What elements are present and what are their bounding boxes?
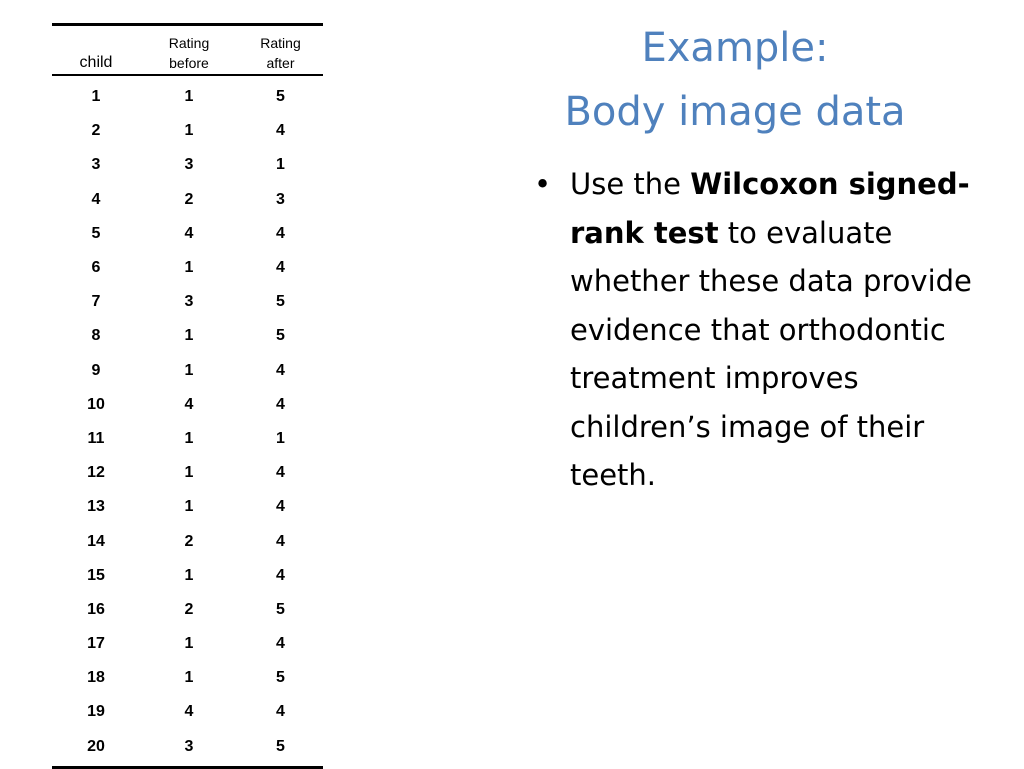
cell-child: 5 xyxy=(91,224,101,242)
table-row xyxy=(52,217,323,251)
bullet-text-lead: Use the xyxy=(570,167,691,201)
table-row xyxy=(52,730,323,764)
title-line-2: Body image data xyxy=(564,89,906,135)
bullet-marker: • xyxy=(534,167,552,201)
cell-rating-after: 4 xyxy=(276,498,285,516)
table-header xyxy=(52,26,323,76)
cell-child: 4 xyxy=(91,190,101,208)
cell-rating-before: 1 xyxy=(184,669,194,687)
cell-child: 19 xyxy=(87,703,105,721)
cell-child: 1 xyxy=(91,88,101,106)
table-body xyxy=(52,76,323,766)
cell-rating-before: 3 xyxy=(184,293,194,311)
table-row xyxy=(52,285,323,319)
cell-rating-after: 4 xyxy=(276,224,285,242)
header-child: child xyxy=(79,54,113,71)
cell-rating-after: 5 xyxy=(276,669,285,687)
header-rating-after xyxy=(238,26,323,74)
cell-rating-after: 1 xyxy=(276,429,285,447)
header-rating-before-line2: before xyxy=(169,55,209,71)
cell-child: 2 xyxy=(91,122,101,140)
cell-child: 10 xyxy=(87,395,105,413)
cell-rating-after: 4 xyxy=(276,532,285,550)
cell-rating-after: 5 xyxy=(276,737,285,755)
cell-child: 8 xyxy=(91,327,101,345)
cell-child: 14 xyxy=(87,532,105,550)
cell-child: 16 xyxy=(87,600,105,618)
table-row xyxy=(52,593,323,627)
cell-rating-after: 5 xyxy=(276,600,285,618)
table-row xyxy=(52,695,323,729)
cell-rating-before: 1 xyxy=(184,259,194,277)
cell-child: 9 xyxy=(91,361,101,379)
header-rating-after-line1: Rating xyxy=(260,35,301,51)
cell-child: 13 xyxy=(87,498,105,516)
cell-rating-before: 4 xyxy=(184,703,194,721)
cell-rating-before: 1 xyxy=(184,635,194,653)
table-row xyxy=(52,114,323,148)
cell-child: 12 xyxy=(87,464,105,482)
cell-rating-after: 5 xyxy=(276,88,285,106)
bullet-text-test-name: Wilcoxon signed-rank test xyxy=(570,167,970,250)
cell-child: 18 xyxy=(87,669,105,687)
bullet-point xyxy=(530,160,1000,500)
cell-rating-after: 5 xyxy=(276,327,285,345)
table-row xyxy=(52,388,323,422)
cell-rating-before: 1 xyxy=(184,498,194,516)
cell-rating-before: 3 xyxy=(184,737,194,755)
cell-rating-after: 4 xyxy=(276,464,285,482)
bullet-text-rest: to evaluate whether these data provide evidence that orthodontic treatment improves children’s image of their teeth. xyxy=(570,215,972,492)
slide-title xyxy=(520,16,950,144)
table-row xyxy=(52,251,323,285)
cell-rating-before: 1 xyxy=(184,327,194,345)
cell-rating-before: 2 xyxy=(184,190,194,208)
cell-rating-after: 4 xyxy=(276,361,285,379)
cell-rating-after: 4 xyxy=(276,635,285,653)
header-rating-before-line1: Rating xyxy=(168,35,210,51)
table-row xyxy=(52,559,323,593)
cell-rating-before: 2 xyxy=(184,600,194,618)
cell-child: 3 xyxy=(91,156,101,174)
cell-rating-before: 1 xyxy=(184,361,194,379)
cell-rating-after: 5 xyxy=(276,293,285,311)
cell-rating-before: 2 xyxy=(184,532,194,550)
cell-rating-before: 1 xyxy=(184,122,194,140)
table-row xyxy=(52,80,323,114)
table-row xyxy=(52,490,323,524)
table-row xyxy=(52,183,323,217)
cell-child: 11 xyxy=(87,429,105,447)
table-row xyxy=(52,456,323,490)
table-row xyxy=(52,319,323,353)
table-row xyxy=(52,627,323,661)
cell-rating-after: 4 xyxy=(276,703,285,721)
cell-rating-before: 1 xyxy=(184,88,194,106)
cell-rating-before: 3 xyxy=(184,156,194,174)
cell-child: 17 xyxy=(87,635,105,653)
cell-rating-before: 4 xyxy=(184,395,194,413)
cell-rating-after: 4 xyxy=(276,566,285,584)
header-rating-after-line2: after xyxy=(266,55,295,71)
cell-rating-after: 1 xyxy=(276,156,285,174)
cell-rating-after: 4 xyxy=(276,122,285,140)
table-row xyxy=(52,354,323,388)
bullet-text xyxy=(570,160,1000,500)
cell-rating-after: 4 xyxy=(276,259,285,277)
cell-rating-before: 1 xyxy=(184,566,194,584)
title-line-1: Example: xyxy=(641,25,829,71)
table-row xyxy=(52,422,323,456)
cell-rating-before: 4 xyxy=(184,224,194,242)
table-row xyxy=(52,661,323,695)
cell-rating-before: 1 xyxy=(184,464,194,482)
cell-child: 6 xyxy=(91,259,101,277)
table-row xyxy=(52,148,323,182)
cell-child: 7 xyxy=(91,293,101,311)
cell-child: 20 xyxy=(87,737,105,755)
cell-rating-after: 3 xyxy=(276,190,285,208)
cell-rating-before: 1 xyxy=(184,429,194,447)
table-row xyxy=(52,524,323,558)
cell-child: 15 xyxy=(87,566,105,584)
data-table xyxy=(52,23,323,769)
header-rating-before xyxy=(140,26,238,74)
cell-rating-after: 4 xyxy=(276,395,285,413)
